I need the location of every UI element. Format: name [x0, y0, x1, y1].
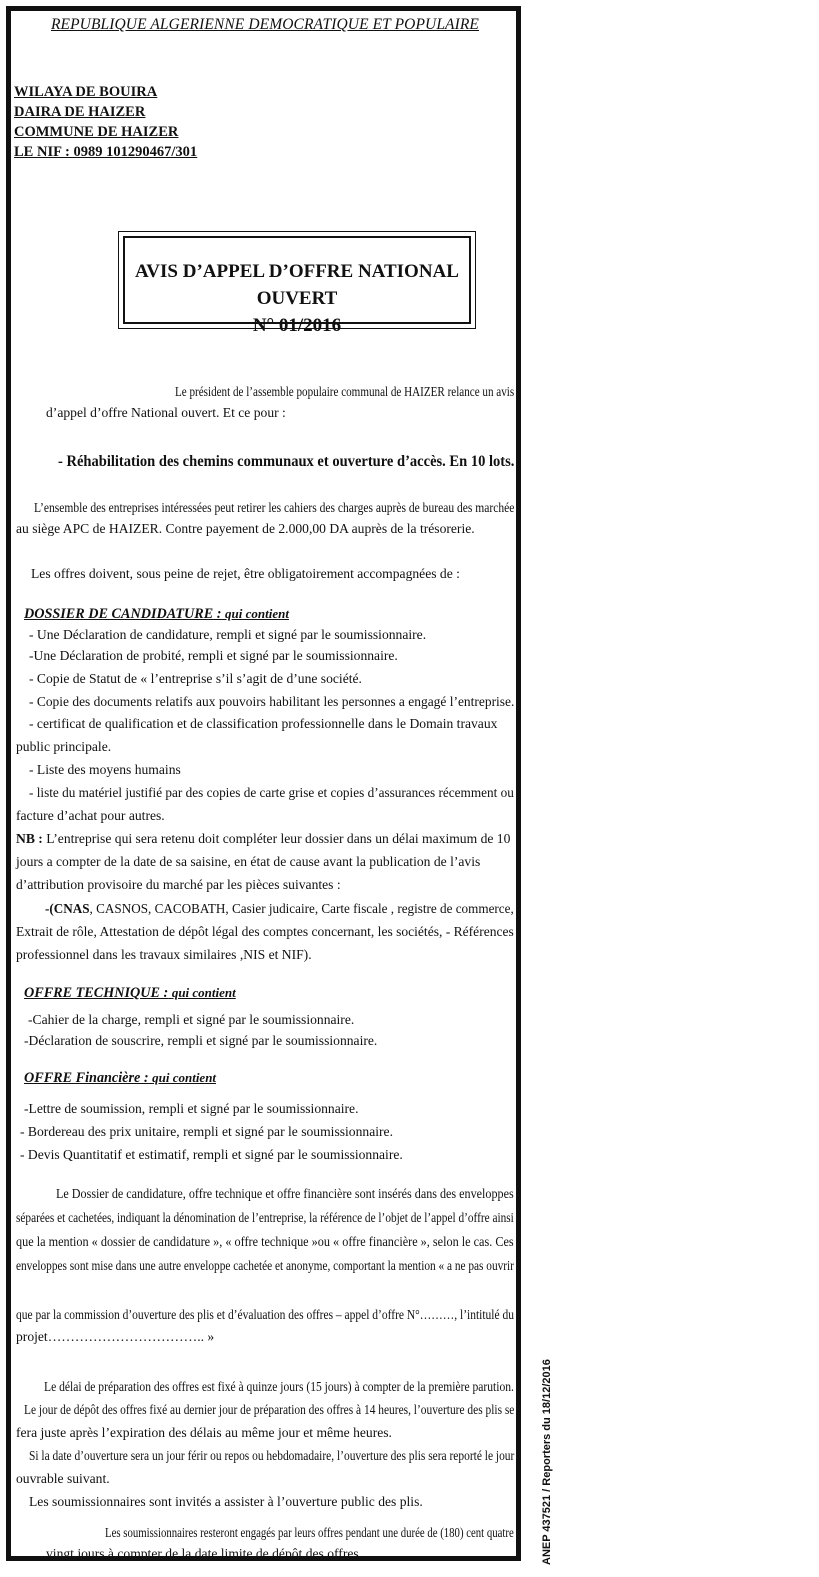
- intro-line-2: d’appel d’offre National ouvert. Et ce pour :: [46, 405, 286, 420]
- pieces-line-1: [45, 899, 514, 920]
- dossier-line: - Copie des documents relatifs aux pouvoirs habilitant les personnes a engagé l’entreprise.: [29, 694, 515, 709]
- technique-heading: [24, 983, 236, 1004]
- offres-intro: Les offres doivent, sous peine de rejet, être obligatoirement accompagnées de :: [31, 566, 460, 581]
- dossier-line: - liste du matériel justifié par des copies de carte grise et copies d’assurances récemment ou: [29, 785, 514, 800]
- intro-line-1: Le président de l’assemble populaire communal de HAIZER relance un avis: [175, 384, 515, 399]
- technique-line: -Cahier de la charge, rempli et signé par le soumissionnaire.: [28, 1012, 355, 1027]
- dossier-line: - certificat de qualification et de classification professionnelle dans le Domain travaux: [29, 716, 498, 731]
- financiere-line: - Devis Quantitatif et estimatif, rempli et signé par le soumissionnaire.: [20, 1147, 403, 1162]
- nb-label: NB :: [16, 831, 43, 846]
- financiere-line: -Lettre de soumission, rempli et signé par le soumissionnaire.: [24, 1101, 359, 1116]
- side-reference: [526, 1330, 553, 1565]
- wilaya-line: WILAYA DE BOUIRA: [14, 84, 158, 100]
- commune-line: COMMUNE DE HAIZER: [14, 124, 179, 140]
- technique-heading-title: OFFRE TECHNIQUE :: [24, 985, 169, 1001]
- dossier-line: - Copie de Statut de « l’entreprise s’il s’agit de d’une société.: [29, 671, 362, 686]
- enveloppes-line: Le Dossier de candidature, offre technique et offre financière sont insérés dans des enveloppes: [56, 1186, 514, 1201]
- technique-line: -Déclaration de souscrire, rempli et signé par le soumissionnaire.: [24, 1033, 378, 1048]
- financiere-line: - Bordereau des prix unitaire, rempli et signé par le soumissionnaire.: [20, 1124, 393, 1139]
- dossier-heading-title: DOSSIER DE CANDIDATURE :: [24, 606, 222, 622]
- daira-line: DAIRA DE HAIZER: [14, 104, 146, 120]
- enveloppes-line: séparées et cachetées, indiquant la dénomination de l’entreprise, la référence de l’objet de l’appel d’offre ainsi: [16, 1210, 514, 1225]
- financiere-heading-title: OFFRE Financière :: [24, 1070, 149, 1086]
- delais-line: fera juste après l’expiration des délais au même jour et même heures.: [16, 1425, 392, 1440]
- nb-line-2: jours a compter de la date de sa saisine, en état de cause avant la publication de l’avis: [16, 854, 481, 869]
- nb-line-1: [16, 829, 510, 850]
- engagement-line-1: Les soumissionnaires resteront engagés par leurs offres pendant une durée de (180) cent quatre: [105, 1525, 514, 1540]
- financiere-heading: [24, 1068, 216, 1089]
- pieces-bold: -(CNAS: [45, 901, 90, 916]
- delais-line: Si la date d’ouverture sera un jour férir ou repos ou hebdomadaire, l’ouverture des plis sera reporté le jour: [29, 1448, 515, 1463]
- administration-block: [14, 82, 197, 162]
- notice-title: AVIS D’APPEL D’OFFRE NATIONAL OUVERT: [135, 261, 459, 309]
- technique-heading-sub: qui contient: [171, 985, 236, 1000]
- engagement-line-2: vingt jours à compter de la date limite de dépôt des offres.: [46, 1546, 363, 1561]
- delais-line: Les soumissionnaires sont invités a assister à l’ouverture public des plis.: [29, 1494, 423, 1509]
- nb-text: L’entreprise qui sera retenu doit compléter leur dossier dans un délai maximum de 10: [42, 831, 511, 846]
- side-reference-text: ANEP 437521 / Reporters du 18/12/2016: [541, 1359, 553, 1565]
- dossier-line: - Liste des moyens humains: [29, 762, 181, 777]
- title-box: [118, 231, 476, 336]
- enveloppes-line: enveloppes sont mise dans une autre enveloppe cachetée et anonyme, comportant la mention « a ne pas ouvrir: [16, 1258, 514, 1273]
- dossier-line: - Une Déclaration de candidature, rempli et signé par le soumissionnaire.: [29, 627, 427, 642]
- pieces-text: , CASNOS, CACOBATH, Casier judicaire, Carte fiscale , registre de commerce,: [89, 901, 514, 916]
- retrait-line-1: L’ensemble des entreprises intéressées peut retirer les cahiers des charges auprès de bureau des marchée: [34, 500, 515, 515]
- dossier-line: public principale.: [16, 739, 112, 754]
- pieces-line-3: professionnel dans les travaux similaires ,NIS et NIF).: [16, 947, 312, 962]
- notice-number: N° 01/2016: [252, 315, 342, 336]
- enveloppes-cont-line: que par la commission d’ouverture des plis et d’évaluation des offres – appel d’offre N°………, l’intitulé du: [16, 1307, 514, 1322]
- financiere-heading-sub: qui contient: [152, 1070, 217, 1085]
- delais-line: Le jour de dépôt des offres fixé au dernier jour de préparation des offres à 14 heures, l’ouverture des plis se: [24, 1402, 515, 1417]
- nb-line-3: d’attribution provisoire du marché par les pièces suivantes :: [16, 877, 341, 892]
- pieces-line-2: Extrait de rôle, Attestation de dépôt légal des comptes concernant, les sociétés, - Références: [16, 924, 514, 939]
- republic-heading: REPUBLIQUE ALGERIENNE DEMOCRATIQUE ET POPULAIRE: [50, 16, 480, 33]
- dossier-line: -Une Déclaration de probité, rempli et signé par le soumissionnaire.: [29, 648, 398, 663]
- delais-line: Le délai de préparation des offres est fixé à quinze jours (15 jours) à compter de la première parution.: [44, 1379, 514, 1394]
- delais-line: ouvrable suivant.: [16, 1471, 110, 1486]
- enveloppes-line: que la mention « dossier de candidature », « offre technique »ou « offre financière », selon le cas. Ces: [16, 1234, 514, 1249]
- lot-description: - Réhabilitation des chemins communaux et ouverture d’accès. En 10 lots.: [58, 453, 515, 470]
- dossier-line: facture d’achat pour autres.: [16, 808, 165, 823]
- retrait-line-2: au siège APC de HAIZER. Contre payement de 2.000,00 DA auprès de la trésorerie.: [16, 521, 475, 536]
- dossier-heading: [24, 604, 289, 625]
- nif-line: LE NIF : 0989 101290467/301: [14, 144, 198, 160]
- dossier-heading-sub: qui contient: [225, 606, 289, 621]
- enveloppes-cont-line: projet…………………………….. »: [16, 1329, 215, 1344]
